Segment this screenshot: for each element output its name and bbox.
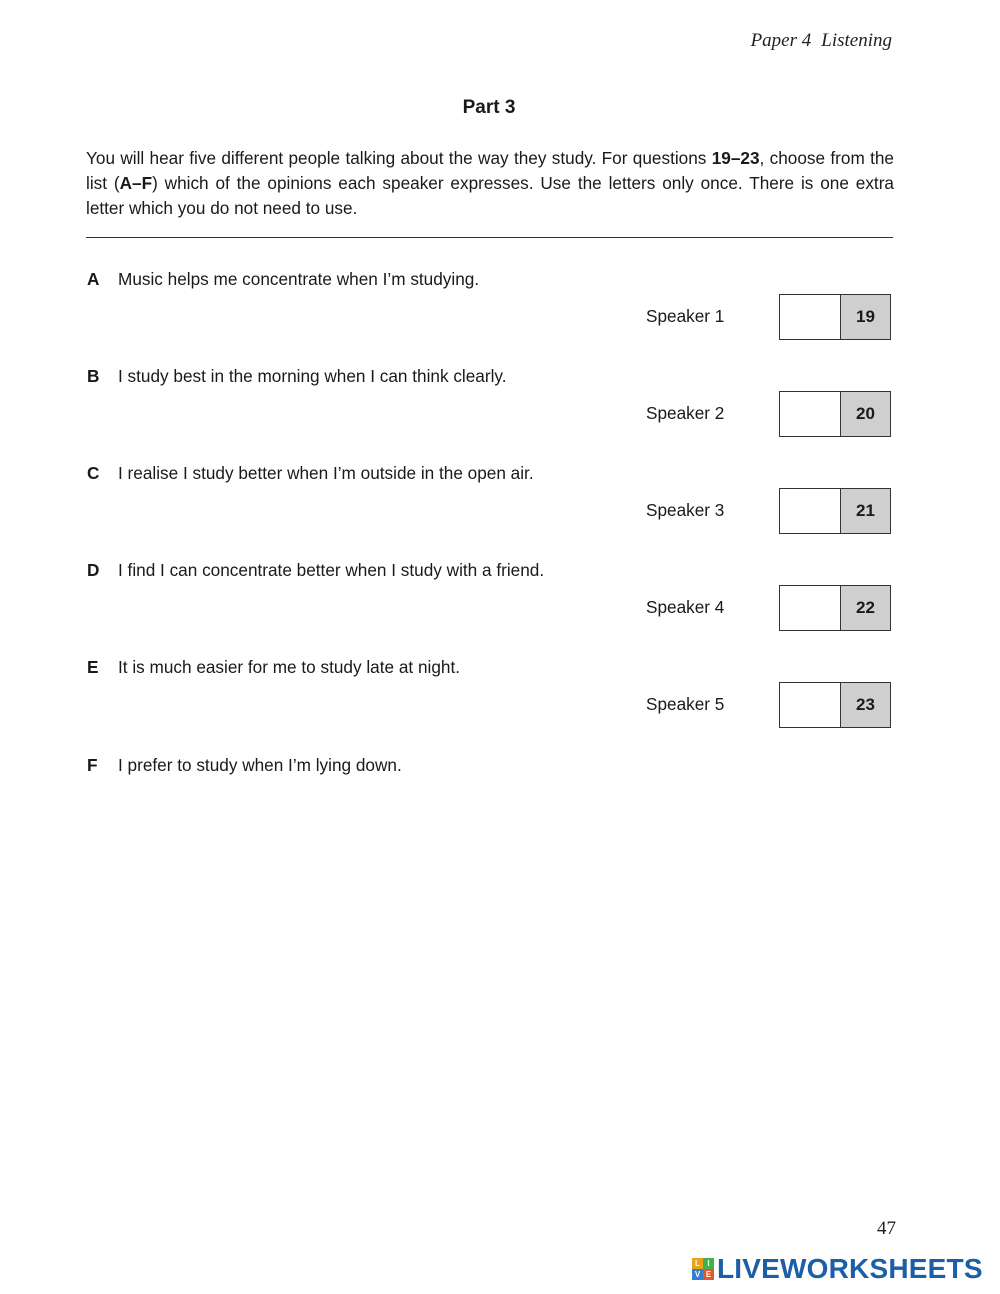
- speaker-label: Speaker 5: [646, 694, 725, 714]
- logo-tile: L: [692, 1258, 703, 1269]
- option-text: I study best in the morning when I can think clearly.: [118, 366, 507, 386]
- liveworksheets-brand: [692, 1254, 983, 1284]
- speaker-label: Speaker 4: [646, 597, 725, 617]
- logo-tile: I: [703, 1258, 714, 1269]
- option-text: It is much easier for me to study late at night.: [118, 657, 460, 677]
- speaker-label: Speaker 1: [646, 306, 725, 326]
- logo-tile: E: [703, 1269, 714, 1280]
- paper-label: Paper 4: [750, 30, 812, 51]
- option-text: I prefer to study when I’m lying down.: [118, 755, 402, 775]
- instructions: [86, 146, 894, 221]
- question-number: 20: [841, 392, 890, 436]
- answer-box: [779, 391, 891, 437]
- part-title: Part 3: [462, 97, 516, 118]
- question-number: 22: [841, 586, 890, 630]
- option-f: [87, 755, 402, 776]
- question-number: 23: [841, 683, 890, 727]
- option-text: I realise I study better when I’m outside in the open air.: [118, 463, 534, 483]
- questions-range: 19–23: [711, 148, 760, 168]
- answer-box: [779, 294, 891, 340]
- speaker-row-5: [646, 682, 892, 728]
- option-letter: E: [87, 657, 99, 677]
- option-d: [87, 560, 544, 581]
- option-text: I find I can concentrate better when I study with a friend.: [118, 560, 545, 580]
- logo-tile: V: [692, 1269, 703, 1280]
- speaker-row-2: [646, 391, 892, 437]
- question-number: 19: [841, 295, 890, 339]
- answer-box: [779, 682, 891, 728]
- option-letter: F: [87, 755, 98, 775]
- answer-input-22[interactable]: [780, 586, 841, 630]
- speaker-row-3: [646, 488, 892, 534]
- option-c: [87, 463, 534, 484]
- option-a: [87, 269, 479, 290]
- page-number: 47: [877, 1218, 896, 1239]
- instructions-text-2: , choose from the list (: [86, 148, 894, 193]
- letters-range: A–F: [119, 173, 153, 193]
- option-text: Music helps me concentrate when I’m studying.: [118, 269, 480, 289]
- question-number: 21: [841, 489, 890, 533]
- option-letter: D: [87, 560, 100, 580]
- speaker-row-1: [646, 294, 892, 340]
- instructions-text-3: ) which of the opinions each speaker expresses. Use the letters only once. There is one extra letter which you do not need to use.: [86, 173, 894, 218]
- section-label: Listening: [821, 30, 892, 51]
- option-letter: C: [87, 463, 100, 483]
- instructions-text-1: You will hear five different people talking about the way they study. For questions: [86, 148, 712, 168]
- option-letter: A: [87, 269, 100, 289]
- option-letter: B: [87, 366, 100, 386]
- answer-input-20[interactable]: [780, 392, 841, 436]
- answer-input-19[interactable]: [780, 295, 841, 339]
- answer-box: [779, 585, 891, 631]
- speaker-label: Speaker 3: [646, 500, 725, 520]
- liveworksheets-logo-icon: [692, 1258, 714, 1280]
- speaker-label: Speaker 2: [646, 403, 725, 423]
- answer-input-23[interactable]: [780, 683, 841, 727]
- running-head: [751, 30, 892, 52]
- option-e: [87, 657, 460, 678]
- divider-rule: [86, 237, 893, 238]
- answer-box: [779, 488, 891, 534]
- answer-input-21[interactable]: [780, 489, 841, 533]
- brand-name: LIVEWORKSHEETS: [717, 1253, 983, 1284]
- option-b: [87, 366, 507, 387]
- speaker-row-4: [646, 585, 892, 631]
